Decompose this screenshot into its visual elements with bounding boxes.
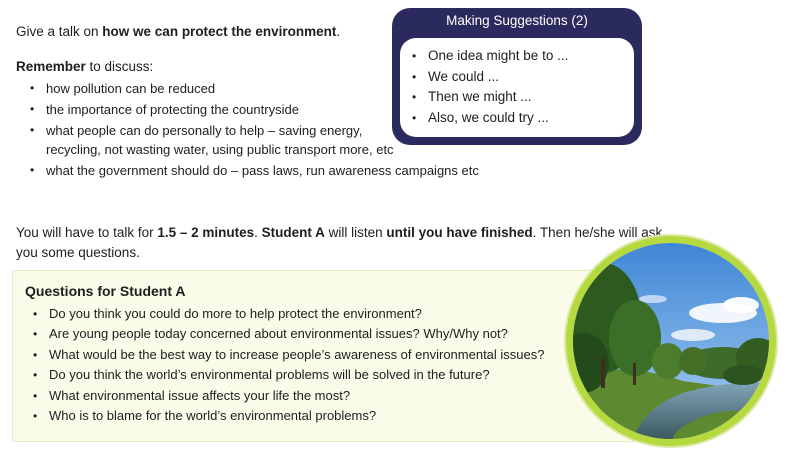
discussion-point: • the importance of protecting the countryside bbox=[30, 100, 410, 119]
question-item: • Do you think the world’s environmental problems will be solved in the future? bbox=[33, 365, 593, 385]
question-item: • Who is to blame for the world’s environmental problems? bbox=[33, 406, 593, 426]
talk-duration: 1.5 – 2 minutes bbox=[157, 225, 255, 240]
intro-prefix: Give a talk on bbox=[16, 24, 103, 39]
discussion-points-list bbox=[30, 79, 479, 182]
suggestions-title: Making Suggestions (2) bbox=[446, 13, 588, 28]
river-photo bbox=[573, 243, 769, 439]
river-landscape-image bbox=[573, 243, 769, 439]
suggestions-list bbox=[412, 46, 568, 128]
task-instruction bbox=[16, 24, 340, 39]
remember-rest: to discuss: bbox=[85, 59, 154, 74]
talk-instructions bbox=[16, 223, 666, 263]
question-item: • Do you think you could do more to help protect the environment? bbox=[33, 304, 593, 324]
suggestions-panel bbox=[400, 38, 634, 137]
discussion-point: • what the government should do – pass laws, run awareness campaigns etc bbox=[30, 161, 526, 180]
question-item: • Are young people today concerned about environmental issues? Why/Why not? bbox=[33, 324, 593, 344]
intro-topic: how we can protect the environment bbox=[102, 24, 337, 39]
talk-text: You will have to talk for bbox=[16, 225, 158, 240]
questions-list bbox=[33, 304, 593, 426]
discussion-point: • what people can do personally to help – saving energy, recycling, not wasting water, using public transport more, etc bbox=[30, 121, 408, 159]
intro-suffix: . bbox=[336, 24, 341, 39]
suggestion-item: • Also, we could try ... bbox=[412, 108, 568, 129]
talk-text: will listen bbox=[324, 225, 387, 240]
talk-text: . bbox=[254, 225, 262, 240]
questions-panel bbox=[12, 270, 640, 442]
talk-text: . Then he/she will ask you some questions. bbox=[16, 225, 663, 260]
discussion-point: • how pollution can be reduced bbox=[30, 79, 410, 98]
questions-heading: Questions for Student A bbox=[25, 283, 186, 299]
suggestion-item: • One idea might be to ... bbox=[412, 46, 568, 67]
remember-emphasis: Remember bbox=[16, 59, 86, 74]
talk-condition: until you have finished bbox=[386, 225, 533, 240]
remember-heading bbox=[16, 59, 153, 74]
suggestions-box bbox=[392, 8, 642, 145]
suggestion-item: • We could ... bbox=[412, 67, 568, 88]
suggestion-item: • Then we might ... bbox=[412, 87, 568, 108]
talk-student: Student A bbox=[261, 225, 325, 240]
question-item: • What would be the best way to increase people’s awareness of environmental issues? bbox=[33, 345, 593, 365]
question-item: • What environmental issue affects your life the most? bbox=[33, 386, 593, 406]
